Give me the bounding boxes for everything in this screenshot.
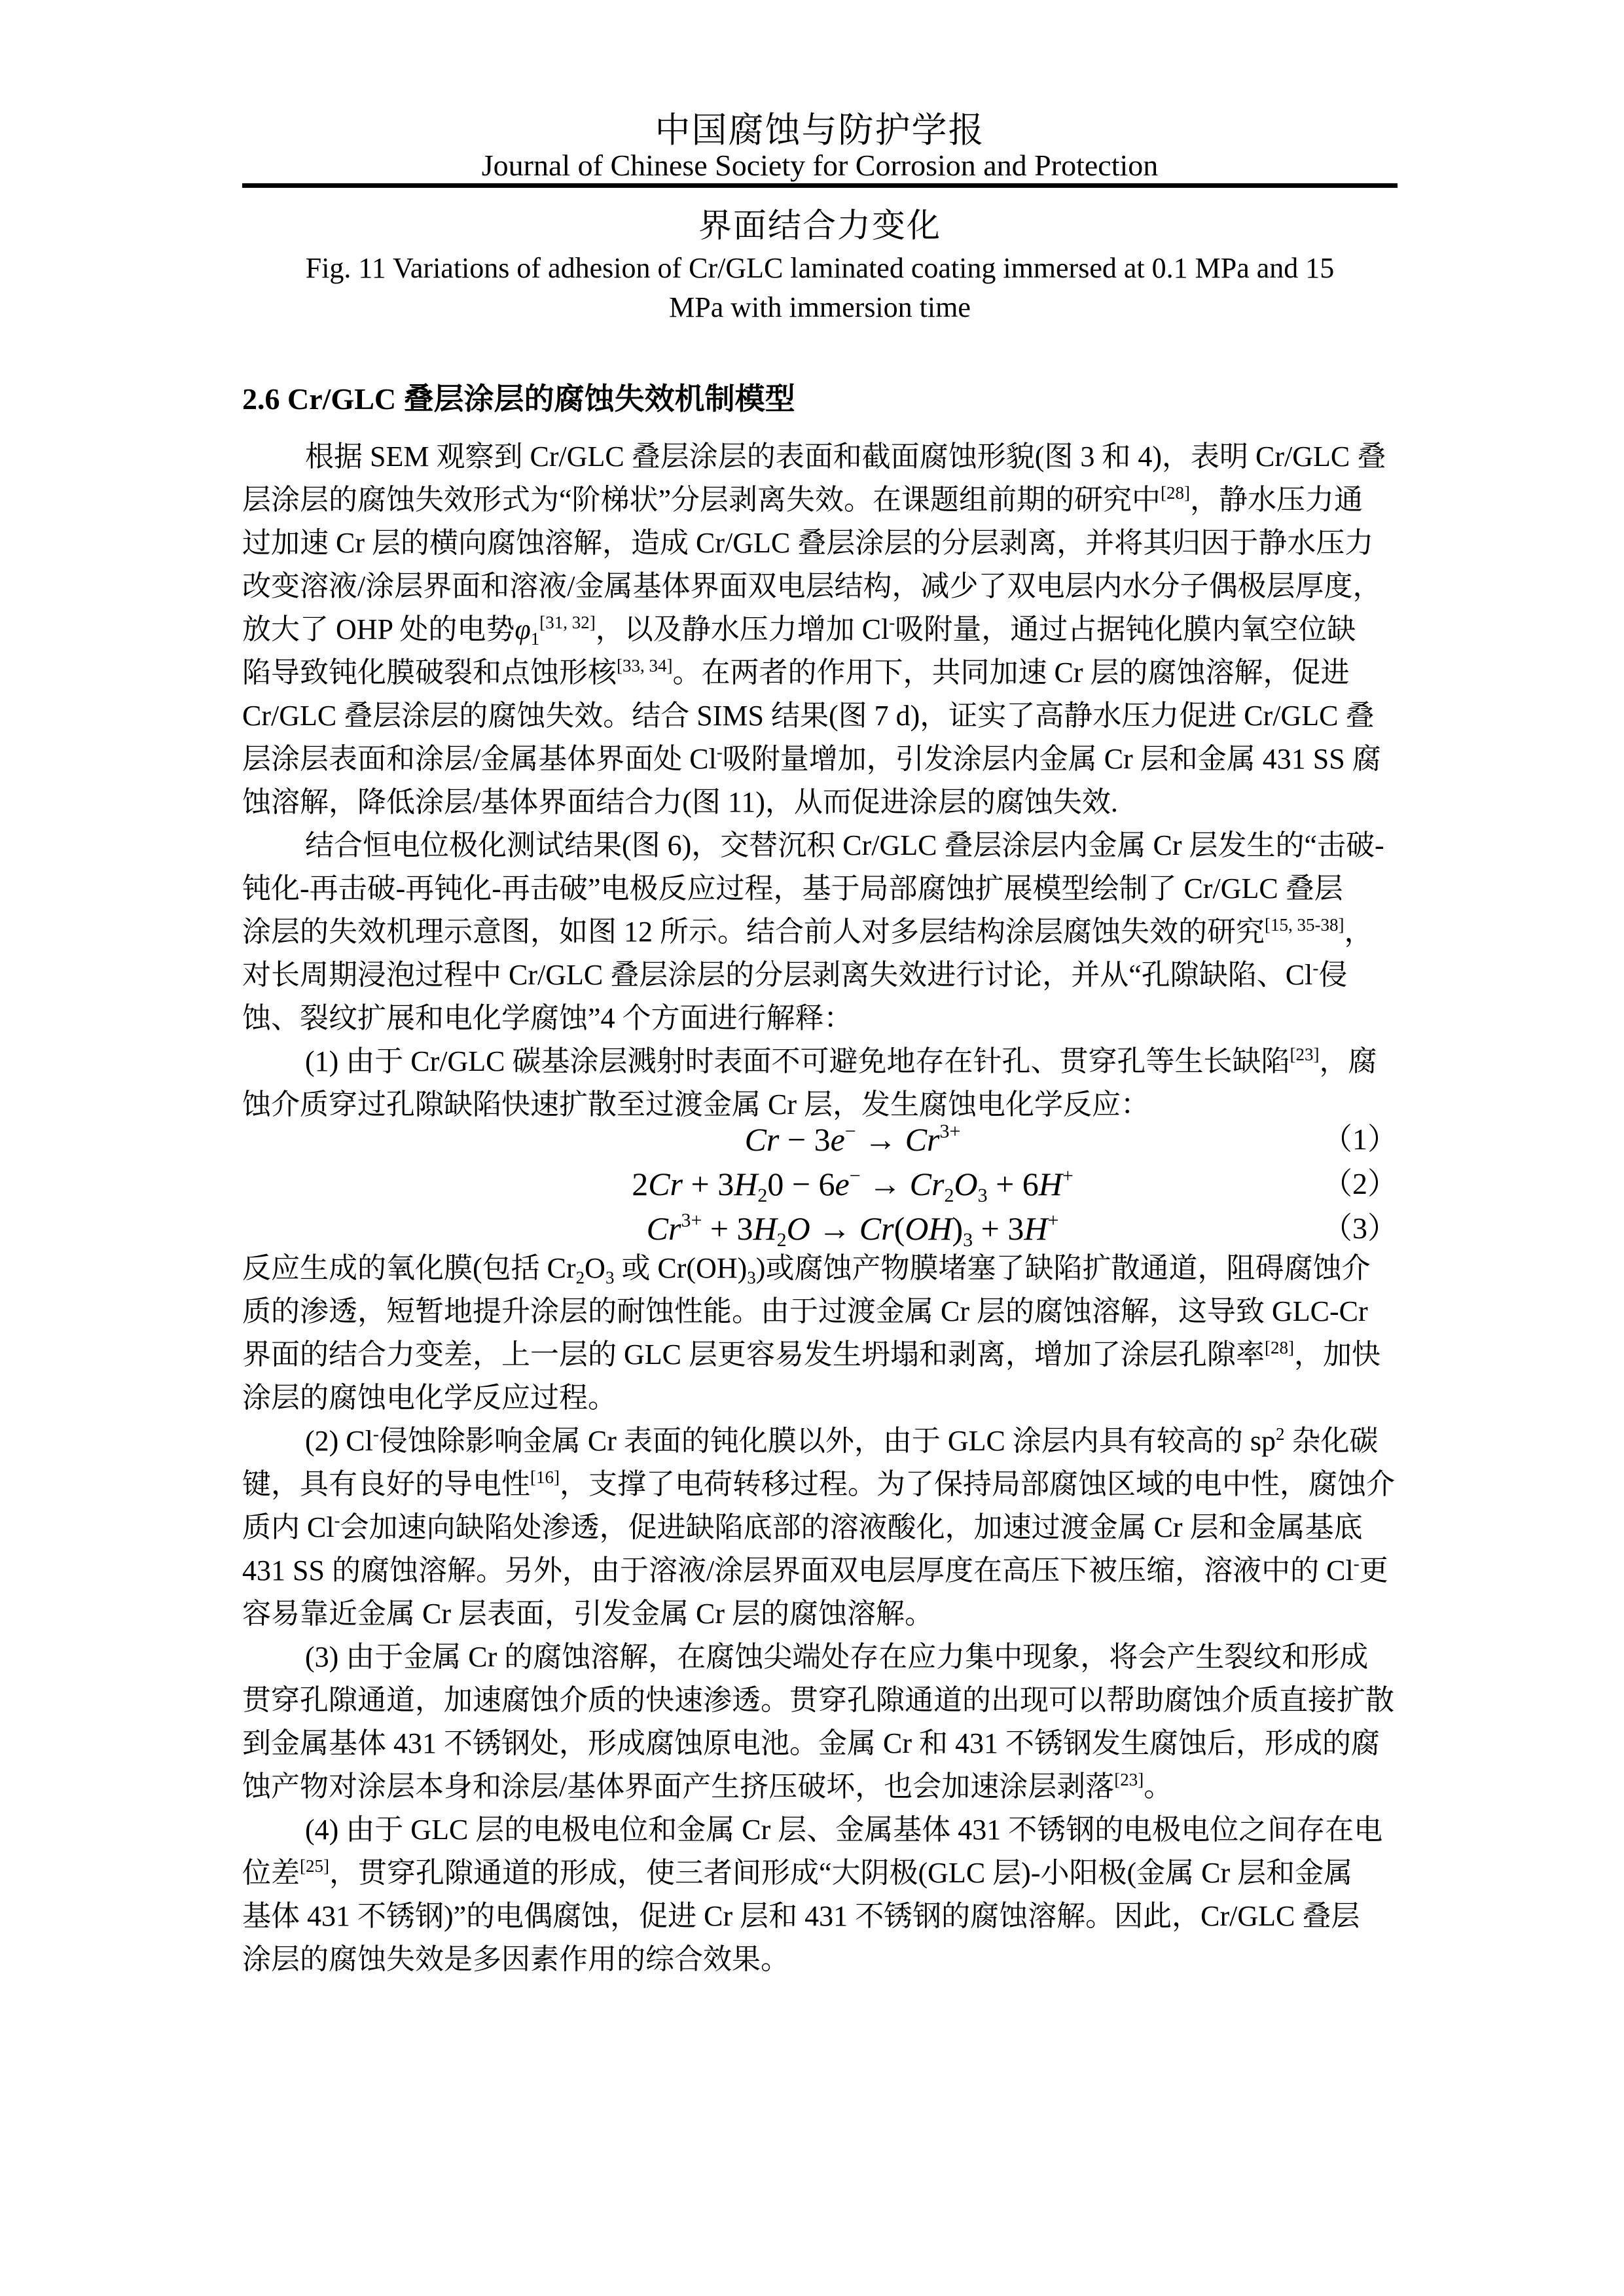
- paragraph: [242, 1040, 1398, 1126]
- text-line: 根据 SEM 观察到 Cr/GLC 叠层涂层的表面和截面腐蚀形貌(图 3 和 4)，表明 Cr/GLC 叠: [305, 440, 1386, 473]
- superscript: [31, 32]: [539, 613, 596, 632]
- text-line: 界面的结合力变差，上一层的 GLC 层更容易发生坍塌和剥离，增加了涂层孔隙率[28]，加快: [242, 1338, 1380, 1371]
- text-line: 蚀溶解，降低涂层/基体界面结合力(图 11)，从而促进涂层的腐蚀失效.: [242, 786, 1118, 818]
- text-line: 容易靠近金属 Cr 层表面，引发金属 Cr 层的腐蚀溶解。: [242, 1598, 933, 1630]
- text-line: 涂层的腐蚀失效是多因素作用的综合效果。: [242, 1943, 789, 1975]
- text-line: 对长周期浸泡过程中 Cr/GLC 叠层涂层的分层剥离失效进行讨论，并从“孔隙缺陷、Cl-侵: [242, 958, 1348, 991]
- text-line: 贯穿孔隙通道，加速腐蚀介质的快速渗透。贯穿孔隙通道的出现可以帮助腐蚀介质直接扩散: [242, 1684, 1394, 1716]
- subscript: 3: [747, 1268, 756, 1287]
- text-line: 431 SS 的腐蚀溶解。另外，由于溶液/涂层界面双电层厚度在高压下被压缩，溶液中的 Cl-更: [242, 1554, 1388, 1587]
- superscript: [23]: [1114, 1770, 1144, 1789]
- journal-title-en: Journal of Chinese Society for Corrosion and Protection: [481, 149, 1159, 182]
- superscript: -: [1312, 958, 1319, 978]
- paragraph: [242, 1636, 1398, 1808]
- subscript: 3: [977, 1185, 988, 1206]
- text-line: 陷导致钝化膜破裂和点蚀形核[33, 34]。在两者的作用下，共同加速 Cr 层的腐蚀溶解，促进: [242, 656, 1350, 689]
- subscript: 1: [530, 629, 540, 649]
- paragraph: [242, 1247, 1398, 1420]
- text-line: 涂层的腐蚀电化学反应过程。: [242, 1382, 617, 1414]
- superscript: 2: [1276, 1424, 1285, 1444]
- text-line: Cr/GLC 叠层涂层的腐蚀失效。结合 SIMS 结果(图 7 d)，证实了高静水压力促进 Cr/GLC 叠: [242, 700, 1375, 732]
- text-line: 涂层的失效机理示意图，如图 12 所示。结合前人对多层结构涂层腐蚀失效的研究[15, 35-38]，: [242, 915, 1373, 948]
- text-line: 基体 431 不锈钢)”的电偶腐蚀，促进 Cr 层和 431 不锈钢的腐蚀溶解。因此，Cr/GLC 叠层: [242, 1900, 1360, 1932]
- equation-body: $Cr^{3+} + 3H_2O \to Cr(OH)_3 + 3H^+$: [646, 1210, 1059, 1251]
- superscript: [15, 35-38]: [1265, 915, 1344, 935]
- superscript: [28]: [1161, 483, 1191, 503]
- superscript: [23]: [1290, 1045, 1320, 1064]
- text-line: (3) 由于金属 Cr 的腐蚀溶解，在腐蚀尖端处存在应力集中现象，将会产生裂纹和形成: [305, 1641, 1369, 1673]
- paragraph: [242, 824, 1398, 1040]
- section-heading: 2.6 Cr/GLC 叠层涂层的腐蚀失效机制模型: [242, 382, 795, 416]
- equation-row: [242, 1206, 1398, 1251]
- equation-number: （2）: [1322, 1167, 1398, 1200]
- header-rule: [242, 183, 1398, 188]
- text-line: 到金属基体 431 不锈钢处，形成腐蚀原电池。金属 Cr 和 431 不锈钢发生腐蚀后，形成的腐: [242, 1727, 1380, 1759]
- superscript: -: [889, 613, 895, 632]
- text-line: 键，具有良好的导电性[16]，支撑了电荷转移过程。为了保持局部腐蚀区域的电中性，腐蚀介: [242, 1467, 1395, 1500]
- superscript: [16]: [530, 1467, 560, 1487]
- subscript: 2: [776, 1229, 787, 1251]
- text-line: (2) Cl-侵蚀除影响金属 Cr 表面的钝化膜以外，由于 GLC 涂层内具有较高的 $sp^2$ 杂化碳: [305, 1424, 1379, 1457]
- superscript: [28]: [1265, 1338, 1294, 1357]
- subscript: 3: [605, 1268, 615, 1287]
- text-line: 质的渗透，短暂地提升涂层的耐蚀性能。由于过渡金属 Cr 层的腐蚀溶解，这导致 GLC-Cr: [242, 1295, 1368, 1327]
- text-line: 层涂层表面和涂层/金属基体界面处 Cl-吸附量增加，引发涂层内金属 Cr 层和金属 431 SS 腐: [242, 742, 1381, 775]
- equation-body: $Cr - 3e^- \to Cr^{3+}$: [744, 1121, 961, 1158]
- superscript: 3+: [681, 1210, 702, 1231]
- paragraph: [242, 1808, 1398, 1981]
- text-line: 蚀介质穿过孔隙缺陷快速扩散至过渡金属 Cr 层，发生腐蚀电化学反应：: [242, 1088, 1149, 1121]
- subscript: 2: [575, 1268, 585, 1287]
- superscript: [33, 34]: [617, 656, 673, 675]
- superscript: +: [1062, 1165, 1074, 1187]
- subscript: 2: [944, 1185, 954, 1206]
- equation-block: [242, 1117, 1398, 1251]
- text-line: 钝化-再击破-再钝化-再击破”电极反应过程，基于局部腐蚀扩展模型绘制了 Cr/GLC 叠层: [242, 872, 1343, 905]
- text-line: 位差[25]，贯穿孔隙通道的形成，使三者间形成“大阴极(GLC 层)-小阳极(金属 Cr 层和金属: [242, 1856, 1353, 1889]
- subscript: 3: [963, 1229, 973, 1251]
- text-line: (4) 由于 GLC 层的电极电位和金属 Cr 层、金属基体 431 不锈钢的电极电位之间存在电: [305, 1814, 1383, 1846]
- paragraph: [242, 1420, 1398, 1636]
- figure-caption-cn: 界面结合力变化: [698, 208, 941, 245]
- figure-caption-en-line1: Fig. 11 Variations of adhesion of Cr/GLC laminated coating immersed at 0.1 MPa and 15: [305, 252, 1335, 284]
- text-line: 反应生成的氧化膜(包括 $Cr_2O_3$ 或 $Cr(OH)_3$)或腐蚀产物膜堵塞了缺陷扩散通道，阻碍腐蚀介: [242, 1252, 1371, 1287]
- text-line: 放大了 OHP 处的电势$\varphi_1[31, 32]$，以及静水压力增加 Cl-吸附量，通过占据钝化膜内氧空位缺: [242, 613, 1356, 649]
- equation-body: $2Cr + 3H_20 - 6e^- \to Cr_2O_3 + 6H^+$: [632, 1165, 1074, 1206]
- text-line: (1) 由于 Cr/GLC 碳基涂层溅射时表面不可避免地存在针孔、贯穿孔等生长缺陷[23]，腐: [305, 1045, 1377, 1077]
- text-line: 层涂层的腐蚀失效形式为“阶梯状”分层剥离失效。在课题组前期的研究中[28]，静水压力通: [242, 483, 1363, 516]
- superscript: −: [844, 1121, 856, 1142]
- equation-row: [242, 1117, 1398, 1162]
- journal-title-cn: 中国腐蚀与防护学报: [655, 111, 985, 150]
- equation-number: （1）: [1322, 1122, 1398, 1156]
- superscript: +: [1047, 1210, 1059, 1231]
- subscript: 2: [757, 1185, 768, 1206]
- equation-row: [242, 1162, 1398, 1206]
- paragraph: [242, 435, 1398, 824]
- body-paragraphs: [242, 435, 1398, 1981]
- figure-caption-en-line2: MPa with immersion time: [669, 291, 971, 323]
- text-line: 质内 Cl-会加速向缺陷处渗透，促进缺陷底部的溶液酸化，加速过渡金属 Cr 层和金属基底: [242, 1511, 1363, 1543]
- page-content: [242, 113, 1398, 1981]
- superscript: [25]: [300, 1856, 329, 1876]
- equation-number: （3）: [1322, 1211, 1398, 1245]
- superscript: -: [716, 742, 723, 762]
- text-line: 改变溶液/涂层界面和溶液/金属基体界面双电层结构，减少了双电层内水分子偶极层厚度，: [242, 570, 1382, 602]
- superscript: -: [372, 1424, 379, 1444]
- superscript: −: [849, 1165, 861, 1187]
- text-line: 蚀、裂纹扩展和电化学腐蚀”4 个方面进行解释：: [242, 1002, 853, 1034]
- text-line: 蚀产物对涂层本身和涂层/基体界面产生挤压破坏，也会加速涂层剥落[23]。: [242, 1770, 1173, 1803]
- superscript: -: [334, 1511, 340, 1530]
- text-line: 结合恒电位极化测试结果(图 6)，交替沉积 Cr/GLC 叠层涂层内金属 Cr 层发生的“击破-: [305, 829, 1384, 861]
- superscript: -: [1353, 1554, 1360, 1573]
- text-line: 过加速 Cr 层的横向腐蚀溶解，造成 Cr/GLC 叠层涂层的分层剥离，并将其归因于静水压力: [242, 527, 1374, 559]
- superscript: 3+: [939, 1121, 961, 1142]
